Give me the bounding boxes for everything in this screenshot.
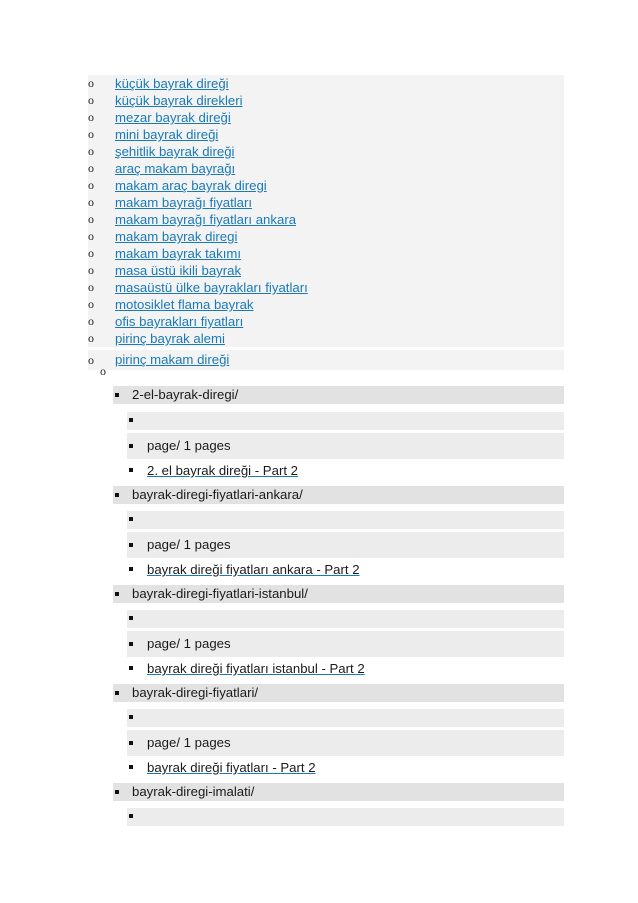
square-bullet-icon [115,790,119,794]
circle-bullet-icon: o [88,297,94,311]
folder-row [113,783,564,801]
circle-bullet-icon: o [88,263,94,277]
page-link[interactable]: bayrak direği fiyatları istanbul - Part 2 [147,661,365,676]
folder-name: bayrak-diregi-imalati/ [132,784,255,799]
list-item [88,126,564,143]
circle-bullet-icon: o [88,110,94,124]
square-bullet-icon [115,691,119,695]
square-bullet-icon [129,517,133,521]
link[interactable]: mezar bayrak direği [115,110,231,125]
circle-bullet-icon: o [88,178,94,192]
circle-bullet-icon: o [88,280,94,294]
square-bullet-icon [129,741,133,745]
link[interactable]: masaüstü ülke bayrakları fiyatları [115,280,308,295]
link-list [88,75,564,370]
link[interactable]: ofis bayrakları fiyatları [115,314,244,329]
square-bullet-icon [129,567,133,571]
link[interactable]: makam bayrağı fiyatları ankara [115,212,297,227]
link[interactable]: makam bayrağı fiyatları [115,195,253,210]
list-item [88,279,564,296]
link[interactable]: araç makam bayrağı [115,161,236,176]
folder-row [113,486,564,504]
square-bullet-icon [129,715,133,719]
folder-row [113,684,564,702]
link[interactable]: şehitlik bayrak direği [115,144,235,159]
circle-bullet-icon: o [88,93,94,107]
square-bullet-icon [129,765,133,769]
folder-name: bayrak-diregi-fiyatlari-istanbul/ [132,586,308,601]
circle-bullet-icon: o [88,212,94,226]
pages-row [127,532,564,558]
link[interactable]: küçük bayrak direği [115,76,229,91]
circle-bullet-icon: o [88,331,94,345]
circle-bullet-icon: o [88,353,94,367]
folder-name: 2-el-bayrak-diregi/ [132,387,239,402]
square-bullet-icon [129,418,133,422]
square-bullet-icon [115,493,119,497]
page-link-row [127,462,564,480]
square-bullet-icon [129,444,133,448]
circle-bullet-icon: o [88,144,94,158]
page-link-row [127,759,564,777]
circle-bullet-icon: o [88,229,94,243]
folder-name: bayrak-diregi-fiyatlari/ [132,685,259,700]
circle-bullet-icon: o [88,195,94,209]
link[interactable]: makam bayrak takımı [115,246,242,261]
link[interactable]: küçük bayrak direkleri [115,93,243,108]
empty-item [127,511,564,529]
page-link[interactable]: bayrak direği fiyatları ankara - Part 2 [147,562,360,577]
square-bullet-icon [129,543,133,547]
list-item [88,228,564,245]
list-item [88,330,564,347]
list-item [88,75,564,92]
pages-label: page/ 1 pages [147,438,231,453]
list-item [88,109,564,126]
list-item [88,245,564,262]
link[interactable]: mini bayrak direği [115,127,219,142]
list-item [88,313,564,330]
link[interactable]: pirinç bayrak alemi [115,331,225,346]
square-bullet-icon [129,666,133,670]
link[interactable]: makam araç bayrak diregi [115,178,267,193]
list-item [88,262,564,279]
folder-row [113,386,564,404]
pages-row [127,631,564,657]
empty-item [127,412,564,430]
link[interactable]: masa üstü ikili bayrak [115,263,242,278]
list-item [88,211,564,228]
circle-bullet-icon: o [88,76,94,90]
nested-list-item [100,366,563,382]
square-bullet-icon [115,592,119,596]
pages-label: page/ 1 pages [147,537,231,552]
page-link[interactable]: bayrak direği fiyatları - Part 2 [147,760,316,775]
square-bullet-icon [129,468,133,472]
circle-bullet-icon: o [100,364,106,378]
pages-row [127,730,564,756]
pages-row [127,433,564,459]
list-item [88,177,564,194]
circle-bullet-icon: o [88,314,94,328]
folder-row [113,585,564,603]
page-link-row [127,660,564,678]
empty-item [127,610,564,628]
list-item [88,143,564,160]
list-item [88,160,564,177]
circle-bullet-icon: o [88,161,94,175]
pages-label: page/ 1 pages [147,735,231,750]
square-bullet-icon [129,814,133,818]
empty-item [127,808,564,826]
link[interactable]: makam bayrak diregi [115,229,238,244]
page-link-row [127,561,564,579]
list-item [88,92,564,109]
link[interactable]: motosiklet flama bayrak [115,297,254,312]
square-bullet-icon [129,642,133,646]
empty-item [127,709,564,727]
circle-bullet-icon: o [88,246,94,260]
link[interactable]: pirinç makam direği [115,352,230,367]
square-bullet-icon [129,616,133,620]
list-item [88,296,564,313]
circle-bullet-icon: o [88,127,94,141]
page-link[interactable]: 2. el bayrak direği - Part 2 [147,463,298,478]
list-item [88,194,564,211]
folder-name: bayrak-diregi-fiyatlari-ankara/ [132,487,303,502]
pages-label: page/ 1 pages [147,636,231,651]
square-bullet-icon [115,393,119,397]
